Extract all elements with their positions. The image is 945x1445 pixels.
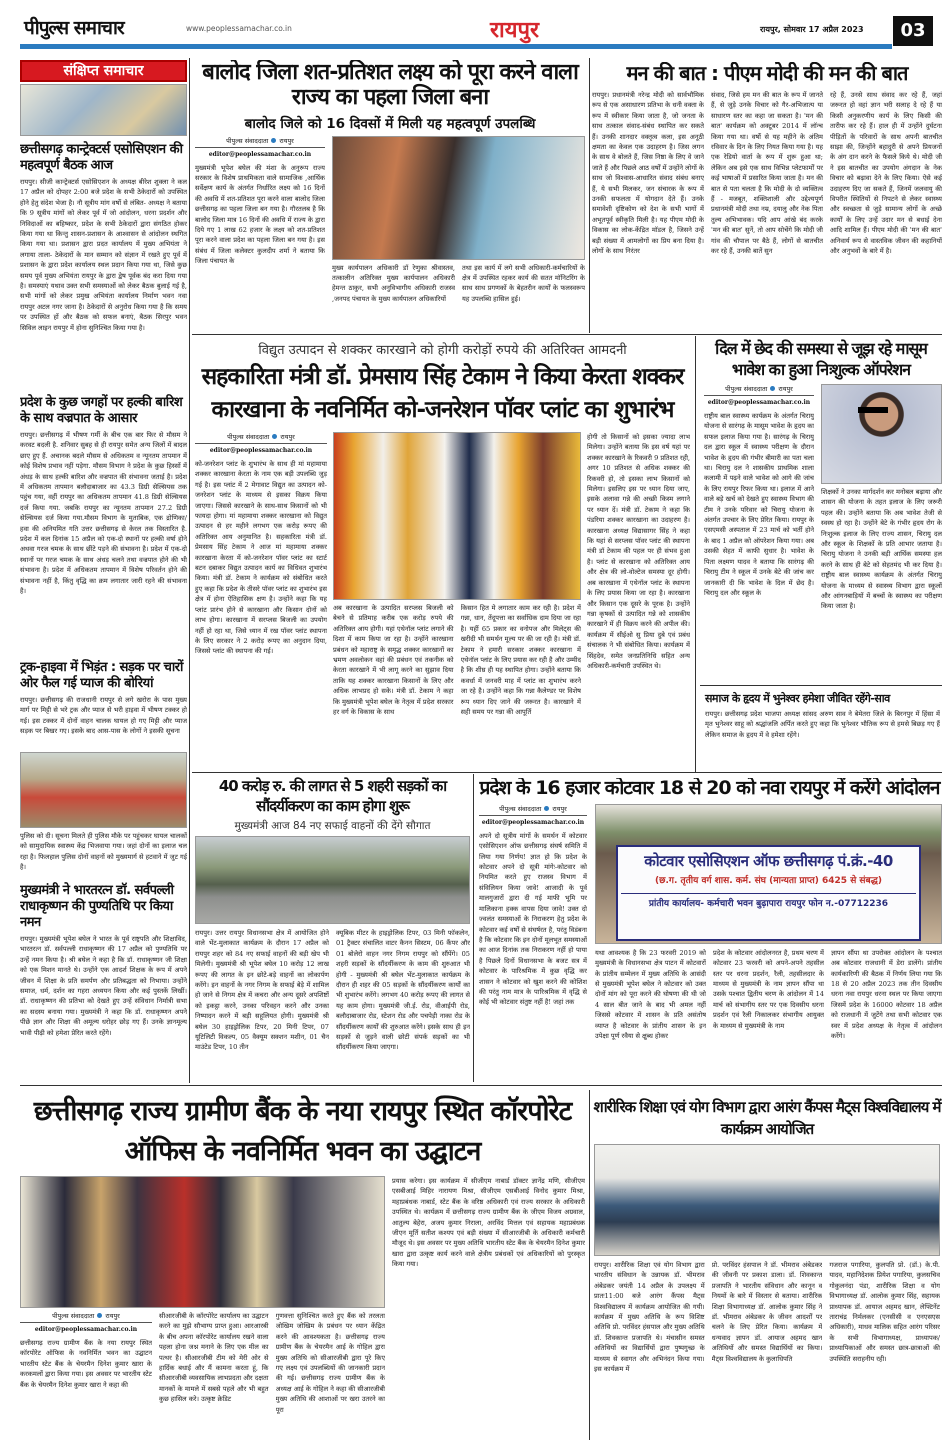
balod-body: मुख्य कार्यपालन अधिकारी डॉ रेणुका श्रीवास्तव, तत्कालीन अतिरिक्त मुख्य कार्यपालन अधिकारी हेमन्त ठाकुर, सभी अनुविभागीय अधिकारी राजस्व ,जनपद पंचायत के मुख्य कार्यपालन अधिकारियों xyxy=(332,263,455,303)
column-divider xyxy=(473,774,474,1082)
yoga-col: प्रो. परविंदर हंसपाल ने डॉ. भीमराव अंबेडकर की जीवनी पर प्रकाश डाला। डॉ. शिवकान्त प्रजापति ने भारतीय संविधान और कानून व नियमों के बारे में विस्तार से बताया। शारीरिक शिक्षा विभागाध्यक्ष डॉ. आलोक कुमार सिंह ने डॉ. भीमराव अंबेडकर के जीवन आदर्शों पर चलने के लिए प्रेरित किया। कार्यक्रम में धन्यवाद ज्ञापन डॉ. आयाज अहमद खान अतिथियों और समस्त विद्यार्थियों का किया। मैट्स विश्वविद्यालय के कुलाधिपति xyxy=(711,1261,823,1363)
column-divider xyxy=(589,1090,590,1440)
editor-email[interactable]: editor@peoplessamachar.co.in xyxy=(208,150,312,158)
mann-col: संवाद, जिसे हम मन की बात के रूप में जानते हैं, से जुड़े उनके विचार को गैर-अभिजात्य या साधारण स्तर का कहा जा सकता है। 'मन की बात' कार्यक्रम को अक्टूबर 2014 में लॉन्च किया गया था। वर्षो से यह महीने के अंतिम रविवार के दिन के लिए नियत किया गया है। यह एक रेडियो वार्ता के रूप में शुरू हुआ था; लेकिन अब इसे एक साथ विभिन्न प्लेटफार्मों पर कई भाषाओं में प्रसारित किया जाता है। मन की बात से पता चलता है कि मोदी के दो व्यक्तित्व हैं - मजबूत, शक्तिशाली और उद्देश्यपूर्ण प्रधानमंत्री मोदी तथा नम्र, दयालु और नेक पिता तुल्य अभिभावक। यदि आप आंखे बंद करके 'मन की बात' सुनें, तो आप सोचेंगे कि मोदी जी गांव की चौपाल पर बैठे हैं, लोगों से बातचीत कर रहे हैं, उनकी बातें सुन xyxy=(711,91,823,256)
editor-email[interactable]: editor@peoplessamachar.co.in xyxy=(209,447,313,454)
bank-headline: छत्तीसगढ़ राज्य ग्रामीण बैंक के नया रायपुर स्थित कॉरपोरेट ऑफिस के नवनिर्मित भवन का उद्घाटन xyxy=(33,1096,572,1167)
sugar-col: अब कारखाना के उत्पादित सरप्लस बिजली को बेचने से प्रतिमाह करीब एक करोड़ रुपये की अतिरिक्त आय होगी। यहां एथेनॉल प्लांट लगाने की दिशा में काम किया जा रहा है। उन्होंने कारखाना प्रबंधन को महाराष्ट्र के समृद्ध शक्कर कारखानों का भ्रमण अवलोकन वहां की प्रबंधन एवं तकनीक को केरता कारखाने में भी लागू करने का सुझाव दिया ताकि यह शक्कर कारखाना किसानों के लिए और अधिक लाभप्रद हो सके। मंत्री डॉ. टेकाम ने कहा कि मुख्यमंत्री भूपेश बघेल के नेतृत्व में प्रदेश सरकार हर वर्ग के विकास के साथ xyxy=(333,604,454,717)
reporter: पीपुल्स संवाददाता xyxy=(227,433,270,441)
eye-blur-bar xyxy=(858,407,888,413)
sugar-article xyxy=(195,340,690,770)
header-rule xyxy=(20,44,892,49)
roads-col: रायपुर। उत्तर रायपुर विधानसभा क्षेत्र में आयोजित होने वाले भेंट-मुलाकात कार्यक्रम के दौरान 17 अप्रैल को रायपुर शहर को 84 नए सफाई वाहनों की बड़ी खेप भी मिलेगी। मुख्यमंत्री श्री भूपेश बघेल 10 करोड़ 12 लाख रूपए की लागत के इन छोटे-बड़े वाहनों का लोकार्पण करेंगे। इन वाहनों के नगर निगम के सफाई बेड़े में शामिल हो जाने से निगम क्षेत्र में कचरा और अन्य दूसरे अपशिष्टों को इकट्ठा करने, उनका परिवहन करने और उनका निष्पादन करने में बड़ी सहूलियत होगी। मुख्यमंत्री श्री बघेल 30 हाइड्रोलिक टिपर, 20 मिनी टिपर, 07 यूटिलिटी विकल्प, 05 वैक्यूम सक्शन मशीन, 01 चैन माउंटेड टिपर, 10 तीन xyxy=(195,929,329,1052)
heart-body: राष्ट्रीय बाल स्वास्थ्य कार्यक्रम के अंतर्गत चिरायु योजना से सारंगढ़ के मासूम भावेश के हृदय का सफल इलाज किया गया है। सारंगढ़ के चिरायु दल द्वारा स्कूल में स्वास्थ्य परीक्षण के दौरान भावेश के हृदय की गंभीर बीमारी का पता चला था। चिरायु दल ने शासकीय प्राथमिक शाला कलामी में पढ़ने वाले भावेश को आगे की जांच के लिए रायपुर रिफर किया था। इलाज में आने वाले बड़े खर्च को देखते हुए स्वास्थ्य विभाग की टीम ने उनके परिवार को चिरायु योजना के अंतर्गत उपचार के लिए प्रेरित किया। रायपुर के एसएमसी अस्पताल में 23 मार्च को भर्ती होने के बाद 1 अप्रैल को ऑपरेशन किया गया। अब उसकी सेहत में काफी सुधार है। भावेश के पिता लक्ष्मण यादव ने बताया कि सारंगढ़ की चिरायु टीम ने स्कूल में उनके बेटे की जांच कर जानकारी दी कि भावेश के दिल में छेद है। चिरायु दल और स्कूल के xyxy=(704,412,814,597)
accident-photo xyxy=(20,752,187,828)
roads-subhead: मुख्यमंत्री आज 84 नए सफाई वाहनों की देंगे सौगात xyxy=(234,820,431,832)
brief-title: मुख्यमंत्री ने भारतरत्न डॉ. सर्वपल्ली राधाकृष्णन की पुण्यतिथि पर किया नमन xyxy=(20,883,174,930)
sugar-col: को-जनरेशन प्लांट के शुभारंभ के साथ ही मां महामाया शक्कर कारखाना केरता के नाम एक बड़ी उपलब्धि जुड़ गई है। इस प्लांट में 2 मेगावाट विद्युत का उत्पादन को-जनरेशन प्लांट के माध्यम से इसका विक्रय किया जाएगा। जिससे कारखाने के साथ-साथ किसानों को भी फायदा होगा। मां महामाया शक्कर कारखाना को विद्युत उत्पादन से हर महीने लगभग एक करोड़ रूपए की अतिरिक्त आय अनुमानित है। सहकारिता मंत्री डॉ. प्रेमसाय सिंह टेकाम ने आज मां महामाया शक्कर कारखाना केरता में को-जनरेशन पॉवर प्लांट का स्टार्ट बटन दबाकर विद्युत उत्पादन कार्य का विधिवत शुभारंभ किया। मंत्री डॉ. टेकाम ने कार्यक्रम को संबोधित करते हुए कहा कि प्रदेश के तीसरे पॉवर प्लांट का शुभारंभ इस क्षेत्र में होना ऐतिहासिक क्षण है। उन्होंने कहा कि यह प्लांट प्रारंभ होने से कारखाना और किसान दोनों को लाभ होगा। कारखाना में सरप्लस बिजली का उपयोग नहीं हो रहा था, जिसे ध्यान में रख पॉवर प्लांट स्थापना के लिए सरकार ने 2 करोड़ रूपए का अनुदान दिया, जिससे प्लांट की स्थापना की गई। xyxy=(195,460,327,656)
saav-article xyxy=(700,685,942,770)
column-divider xyxy=(189,58,190,1083)
balod-subhead: बालोद जिले को 16 दिवसों में मिली यह महत्वपूर्ण उपलब्धि xyxy=(244,115,536,132)
website-url[interactable]: www.peoplessamachar.co.in xyxy=(186,24,292,33)
heart-headline: दिल में छेद की समस्या से जूझ रहे मासूम भावेश का हुआ निःशुल्क ऑपरेशन xyxy=(715,339,927,379)
sugar-kicker: विद्युत उत्पादन से शक्कर कारखाने को होगी करोड़ों रुपये की अतिरिक्त आमदनी xyxy=(258,343,627,358)
section-divider xyxy=(192,772,942,773)
kotwar-col: प्रदेश के कोटवार आंदोलनरत है, प्रथम चरण में कोटवार 23 फरवरी को अपने-अपने तहसील स्तर पर धरना प्रदर्शन, रैली, तहसीलदार के माध्यम से मुख्यमंत्री के नाम ज्ञापन सौंपा था उसके पश्चात द्वितीय चरण के आंदोलन में 14 मार्च को संभागीय स्तर पर एक दिवसीय धरना प्रदर्शन एवं रैली निकालकर संभागीय आयुक्त के माध्यम से मुख्यमंत्री के नाम xyxy=(713,948,824,1030)
section-divider xyxy=(192,334,942,335)
column-divider xyxy=(589,58,590,333)
balod-byline xyxy=(195,136,325,158)
yoga-col: रायपुर। शारीरिक शिक्षा एवं योग विभाग द्वारा भारतीय संविधान के उन्नायक डॉ. भीमराव अंबेडकर जयंती 14 अप्रैल के उपलक्ष्य में प्रातः11:00 बजे आरंग कैंपस मैट्स विश्वविद्यालय में कार्यक्रम आयोजित की गयी। कार्यक्रम में मुख्य अतिथि के रूप विशिष्ट अतिथि प्रो. परविंदर हंसपाल और मुख्य अतिथि डॉ. शिवकान्त प्रजापति थे। मंचासीन समस्त अतिथियों का विद्यार्थियों द्वारा पुष्पगुच्छ के माध्यम से स्वागत और अभिनंदन किया गया। इस कार्यक्रम में xyxy=(594,1261,705,1374)
yoga-article xyxy=(592,1096,942,1440)
kotwar-protest-photo xyxy=(595,804,942,944)
balod-body: मुख्यमंत्री भूपेश बघेल की मंशा के अनुरूप राज्य सरकार के विशेष प्राथमिकता वाले सामाजिक ,आर्थिक सर्वेक्षण कार्य के अंतर्गत निर्धारित लक्ष्य को 16 दिनों की अवधि में शत-प्रतिशत पूरा करने वाला बालोद जिला छत्तीसगढ़ का पहला जिला बन गया है। गौरतलब है कि बालोद जिला मात्र 16 दिनों की अवधि में राज्य के द्वारा दिये गए 1 लाख 62 हजार के लक्ष्य को शत-प्रतिशत पूरा करने वाला प्रदेश का पहला जिला बन गया है। इस संबंध में जिला कलेक्टर कुलदीप शर्मा ने बताया कि जिला पंचायत के xyxy=(195,163,325,266)
reporter: पीपुल्स संवाददाता xyxy=(226,136,269,145)
editor-email[interactable]: editor@peoplessamachar.co.in xyxy=(34,1326,138,1333)
dot-icon xyxy=(97,1313,102,1318)
roads-headline: 40 करोड़ रु. की लागत से 5 शहरी सड़कों का सौंदर्यीकरण का काम होगा शुरू xyxy=(218,777,447,815)
yoga-event-photo xyxy=(594,1144,940,1256)
dot-icon xyxy=(544,806,549,811)
sugar-col: किसान हित मे लगातार काम कर रही है। प्रदेश में गन्ना, धान, तेंदूपत्ता का सर्वाधिक दाम दिया जा रहा है। यहीं 65 प्रकार का वनोपज और मिलेट्स की खरीदी भी समर्थन मूल्य पर की जा रही है। मंत्री डॉ. टेकाम ने हमारी सरकार शक्कर कारखाना में एथेनॉल प्लांट के लिए प्रयास कर रही है और उम्मीद है कि शीघ्र ही यह स्थापित होगा। उन्होंने बताया कि कवर्धा में जनवरी माह में प्लांट का शुभारंभ करने जा रहे है। उन्होंने कहा कि गन्ना कैलेण्डर पर विशेष रूप ध्यान दिए जाने की जरूरत है। कारखाने में सही समय पर गन्ना की आपूर्ति xyxy=(460,604,581,717)
brief-title: ट्रक-हाइवा में भिड़ंत : सड़क पर चारों ओर फैल गई प्याज की बोरियां xyxy=(20,660,183,691)
reporter: पीपुल्स संवाददाता xyxy=(52,1312,95,1320)
saav-headline: समाज के हृदय में भुनेश्वर हमेशा जीवित रहेंगे-साव xyxy=(705,692,890,705)
issue-date: रायपुर, सोमवार 17 अप्रैल 2023 xyxy=(760,25,864,34)
kotwar-col: अपने दो सूत्रीय मांगों के समर्थन में कोटवार एसोसिएशन ऑफ छत्तीसगढ़ संघर्ष समिति में लिया गया निर्णय! ज्ञात हो कि प्रदेश के कोटवार अपने दो सूत्री मांगेः-कोटवार को नियमित करते हुए राजस्व विभाग में संविलियन किया जावे! आजादी के पूर्व मालगुजारों द्वारा दी गई माफी भूमि पर मालिकाना हक्क वापस दिया जावे! उक्त दो ज्वलंत समस्याओं के निराकरण हेतु प्रदेश के कोटवार कई वर्षों से संघर्षरत है, परंतु विडंबना है कि कोटवार कि इन दोनों मूलभूत समस्याओं का आज दिनांक तक निराकरण नहीं हो पाया है पिछले दिनों विधानसभा के बजट सत्र में कोटवार के पारिश्रमिक में कुछ वृद्धि कर शासन ने कोटवार को खुश करने की कोशिश की परंतु नाम मात्र के पारिश्रमिक में वृद्धि से कोई भी कोटवार संतुष्ट नहीं है! जहां तक xyxy=(479,831,587,1007)
edition-city: रायपुर xyxy=(490,18,539,43)
banner-line-2: (छ.ग. तृतीय वर्ग शास. कर्म. संघ (मान्यता प्राप्त) 6425 से संबद्ध) xyxy=(655,875,882,886)
brief-body: रायपुर। छत्तीसगढ़ में भीषण गर्मी के बीच एक बार फिर से मौसम ने करवट बदली है. शनिवार सुबह से ही रायपुर समेत अन्य जिलों में बादल छाए हुए हैं. अचानक बदले मौसम से अधिकतम व न्यूनतम तापमान में कोई विशेष प्रभाव नहीं पड़ेगा. मौसम विभाग ने प्रदेश के कुछ हिस्सों में अंधड़ के साथ हल्की बारिश और वज्रपात की संभावना जताई है। प्रदेश में अधिकतम तापमान बलौदाबाजार का 43.3 डिग्री सेल्सियस तक पहुंच गया, वहीं रायपुर का अधिकतम तापमान 41.8 डिग्री सेल्सियस दर्ज किया गया. जबकि रायपुर का न्यूनतम तापमान 27.2 डिग्री सेल्सियस दर्ज किया गया.मौसम विभाग के मुताबिक, एक द्रोणिका/ हवा की अनियमित गति उत्तर छत्तीसगढ़ से केरल तक विस्तारित है. प्रदेश में कल दिनांक 15 अप्रैल को एक-दो स्थानों पर हल्की वर्षा होने अथवा गरज चमक के साथ छींटे पड़ने की संभावना है। प्रदेश में एक-दो स्थानों पर गरज चमक के साथ अंधड़ चलने तथा वज्रपात होने की भी संभावना है। प्रदेश में अधिकतम तापमान में विशेष परिवर्तन होने की संभावना नहीं है, किंतु वृद्धि का क्रम लगातार जारी रहने की संभावना है। xyxy=(20,431,187,596)
brief-body: रायपुर। सीजी कान्ट्रेक्टर्स एसोसिएशन के अध्यक्ष बीरेश शुक्ला ने कल 17 अप्रैल को दोपहर 2:00 बजे प्रदेश के सभी ठेकेदारों को उपस्थित होने हेतु संदेश भेजा है। नौ सूत्रीय मांग वर्षो से लंबित- अध्यक्ष ने बताया कि 9 सूत्रीय मांगों को लेकर पूर्व में जो आंदोलन, धरना प्रदर्शन और निविदाओं का बहिष्कार, प्रदेश के सभी ठेकेदारों द्वारा संगठित होकर किया गया था किन्तु शासन-प्रशासन के आश्वासन से आंदोलन स्थगित किया गया था। प्रशासन द्वारा प्रदत कार्यालय में मुख्य अभियंता ने लगाया ताला- ठेकेदारों के मान सम्मान को संज्ञान में रखते हुए पूर्व में प्रशासन के द्वारा प्रदेश कार्यालय स्थल प्रदान किया गया था, जिसे कुछ समय पूर्व मुख्य अभियंता रायपुर के द्वारा द्वेष पूर्वक बंद करा दिया गया है। समस्याएं यथाव उक्त सभी समस्याओं को लेकर बैठक बुलाई गई है, सभी मांगों को लेकर प्रमुख अभियंता कार्यालय निर्माण भवन नवा रायपुर अटल नगर जाना है। ठेकेदारों से अनुरोध किया गया है कि समय पर उपस्थित हों और बैठक को सफल बनाएं, बैठक सिरपुर भवन सिविल लाइन रायपुर में होना सुनिश्चित किया गया है। xyxy=(20,178,187,332)
kotwar-article xyxy=(477,778,942,1081)
mann-headline: मन की बात : पीएम मोदी की मन की बात xyxy=(626,62,908,85)
brief-title: छत्तीसगढ़ कान्ट्रेक्टर्स एसोसिएशन की महत्वपूर्ण बैठक आज xyxy=(20,142,183,173)
byline-city: रायपुर xyxy=(552,804,567,813)
kotwar-col: यथा आवश्यक है कि 23 फरवरी 2019 को मुख्यमंत्री के विधानसभा क्षेत्र पाटन में कोटवारों के प्रांतीय सम्मेलन में मुख्य अतिथि के आसंदी से मुख्यमंत्री भूपेश बघेल ने कोटवार को उक्त दोनों मांग को पूरा करने की घोषणा की थी जो 4 साल बीत जाने के बाद भी अमल नहीं जिससे कोटवार में शासन के प्रति असंतोष व्याप्त है कोटवार के प्रांतीय शासन के इन उपेक्षा पूर्ण रवैया से क्षुब्ध होकर xyxy=(595,948,706,1041)
editor-email[interactable]: editor@peoplessamachar.co.in xyxy=(481,818,585,826)
column-divider xyxy=(695,336,696,772)
bank-col: छत्तीसगढ़ राज्य ग्रामीण बैंक के नया रायपुर स्थित कॉरपोरेट ऑफिस के नवनिर्मित भवन का उद्घाटन भारतीय स्टेट बैंक के चेयरमैन दिनेश कुमार खारा के करकमलों द्वारा किया गया। इस अवसर पर भारतीय स्टेट बैंक के चेयरमैन दिनेश कुमार खारा ने कहा की xyxy=(20,1339,152,1389)
balod-headline: बालोद जिला शत-प्रतिशत लक्ष्य को पूरा करने वाला राज्य का पहला जिला बना xyxy=(202,60,578,111)
balod-body: तथा इस कार्य में लगे सभी अधिकारी-कर्मचारियों के क्षेत्र में उपस्थित रहकर कार्य की सतत मॉनिटरिंग के साथ साथ प्रगणकों के बेहतरीन कार्यों के फलस्वरूप यह उपलब्धि हासिल हुई। xyxy=(462,263,585,303)
heart-article xyxy=(700,338,942,682)
kotwar-col: ज्ञापन सौंपा था उपरोक्त आंदोलन के पश्चात अब कोटवार राजधानी में डेरा डालेंगे। प्रांतीय कार्यकारिणी की बैठक में निर्णय लिया गया कि 18 से 20 अप्रैल 2023 तक तीन दिवसीय धरना नवा रायपुर धरना स्थल पर किया जाएगा जिसमें प्रदेश के 16000 कोटवार 18 अप्रैल को राजधानी में जुटेंगे तथा सभी कोटवार एक स्वर में प्रदेश अध्यक्ष के नेतृत्व में आंदोलन करेंगे। xyxy=(831,948,942,1041)
byline-city: रायपुर xyxy=(279,136,294,145)
plant-inauguration-photo xyxy=(333,432,581,600)
yoga-col: गजराज पगारिया, कुलपति प्रो. (डॉ.) के.पी. यादव, महानिदेशक प्रियेश पगारिया, कुलसचिव गोकुलनंदा पंडा, शारीरिक शिक्षा व योग विभागाध्यक्ष डॉ. आलोक कुमार सिंह, सहायक प्राध्यापक डॉ. आयाज अहमद खान, लेफ्टिनेंट ताराचंद्र निर्मलकर (एनसीसी व एनएसएस अधिकारी), माधव मालिक सहित आरंग परिसर के सभी विभागाध्यक्ष, प्राध्यापक/ प्राध्यापिकाओं और समस्त छात्र-छात्राओं की उपस्थिति सराहनीय रही। xyxy=(829,1261,941,1363)
brief-body: रायपुर। मुख्यमंत्री भूपेश बघेल ने भारत के पूर्व राष्ट्रपति और शिक्षाविद, भारतरत्न डॉ. सर्वपल्ली राधाकृष्णन की 17 अप्रैल को पुण्यतिथि पर उन्हें नमन किया है। श्री बघेल ने कहा है कि डॉ. राधाकृष्णन जी शिक्षा को एक मिशन मानते थे। उन्होंने एक आदर्श शिक्षक के रूप में अपने जीवन में शिक्षा के प्रति समर्पण और प्रतिबद्धता को निभाया। उन्होंने समाज, धर्म, दर्शन का गहरा अध्ययन किया और कई पुस्तकें लिखीं। डॉ. राधाकृष्णन की प्रतिभा को देखते हुए उन्हें संविधान निर्मात्री सभा का सदस्य बनाया गया। मुख्यमंत्री ने कहा कि डॉ. राधाकृष्णन अपने पीछे ज्ञान और शिक्षा की अमूल्य धरोहर छोड़ गए हैं। उनके ज्ञानमूल्य भावी पीढ़ी को हमेशा प्रेरित करते रहेंगे। xyxy=(20,935,187,1037)
masthead: पीपुल्स समाचार xyxy=(24,17,124,39)
yoga-headline: शारीरिक शिक्षा एवं योग विभाग द्वारा आरंग कैंपस मैट्स विश्वविद्यालय में कार्यक्रम आयोजित xyxy=(593,1098,941,1138)
byline-city: रायपुर xyxy=(280,433,295,441)
brief-column xyxy=(20,60,187,1082)
mann-col: रायपुर। प्रधानमंत्री नरेन्द्र मोदी को सार्वभौमिक रूप से एक असाधारण प्रतिभा के धनी वक्ता के रूप में स्वीकार किया जाता है, जो जनता के साथ तत्काल संवाद-संबंध स्थापित कर सकते हैं। उनकी शानदार वक्तृत्व कला, इस अनूठी क्षमता का केवल एक उदाहरण है। जिस लगन के साथ वे बोलते हैं, जिस निष्ठा के लिए वे जाने जाते हैं और पिछले आठ वर्षों में उन्होंने लोगों के साथ जो विश्वास-आधारित संवाद संबंध बनाए हैं, ये सभी मिलकर, जन संचारक के रूप में उनकी सफलता में योगदान देते हैं। उनके समावेशी दृष्टिकोण को देश के सभी भागों में अभूतपूर्व स्वीकृति मिली है। यह पीएम मोदी के विकास का लोक-केंद्रित मॉडल है, जिसने उन्हें बड़ी संख्या में आमलोगों का प्रिय बना दिया है। लोगों के साथ निरंतर xyxy=(592,91,704,256)
brief-body: पुलिस को दी। सूचना मिलते ही पुलिस मौके पर पहुंचकर घायल चालकों को सामुदायिक स्वास्थ्य केंद्र भिजवाया गया। जहां दोनों का इलाज चल रहा है। फिलहाल पुलिस दोनों वाहनों को मुख्यमार्ग से हटवाने में जुट गई है। xyxy=(20,832,187,872)
child-photo xyxy=(821,384,942,484)
sugar-byline xyxy=(195,432,327,454)
editor-email[interactable]: editor@peoplessamachar.co.in xyxy=(707,399,811,406)
association-photo xyxy=(20,84,187,136)
bank-byline xyxy=(20,1311,152,1333)
bank-col: गुणवत्ता सुनिश्चित करते हुए बैंक को तरलता जोखिम जोखिम के प्रबंधन पर ध्यान केंद्रित करने की आवश्यकता है। छत्तीसगढ़ राज्य ग्रामीण बैंक के चेयरमैन आई के गोहिल द्वारा मुख्य अतिथि को सीआरजीबी द्वारा पूरे किए गए लक्ष्य एवं उपलब्धियों की जानकारी प्रदान की गई। छत्तीसगढ़ राज्य ग्रामीण बैंक के अध्यक्ष आई के गोहिल ने कहा की सीआरजीबी मुख्य अतिथि की आशाओं पर खरा उतरने का पूरा xyxy=(275,1312,385,1414)
bank-col: प्रयास करेगा। इस कार्यक्रम में सीजीएम नाबार्ड डॉक्टर ज्ञानेंद्र मणि, सीजीएम एसबीआई मिहिर नारायण मिश्रा, सीजीएम एसबीआई विनोद कुमार मिश्रा, महाप्रबंधक नाबार्ड, स्टेट बैंक के वरिष्ठ अधिकारी एवं राज्य सरकार के अधिकारी उपस्थित थे। कार्यक्रम में छत्तीसगढ़ राज्य ग्रामीण बैंक के जीएम विजय अग्रवाल, आतुल्य बेहेरा, अजय कुमार निराला, अरविंद मित्तल एवं सहायक महाप्रबंधक जीएन मूर्ति सतीश कश्यप एवं बड़ी संख्या में सीआरजीबी के अधिकारी कर्मचारी मौजूद थे। इस अवसर पर मुख्य अतिथि भारतीय स्टेट बैंक के चेयरमैन दिनेश कुमार खारा द्वारा उत्कृष्ट कार्य करने वाले क्षेत्रीय प्रबंधकों एवं अधिकारियों को पुरस्कृत किया गया। xyxy=(392,1177,585,1269)
roads-photo xyxy=(195,836,470,924)
bank-article xyxy=(20,1092,585,1440)
saav-body: रायपुर। छत्तीसगढ़ प्रदेश भाजपा अध्यक्ष सांसद अरुण साव ने बेमेतरा जिले के बिरनपुर में हिंसा में मृत भुनेश्वर साहू को श्रद्धांजलि अर्पित करते हुए कहा कि भुनेश्वर भौतिक रूप से हमसे बिछड़ गए हैं लेकिन समाज के हृदय में वे हमेशा रहेंगे। xyxy=(705,710,940,739)
heart-byline xyxy=(704,384,814,406)
banner-line-1: कोटवार एसोसिएशन ऑफ छत्तीसगढ़ पं.क्रं.-40 xyxy=(644,851,893,870)
protest-banner xyxy=(616,845,921,941)
mann-col: रहे हैं, उनसे साथ संवाद कर रहे हैं, जहां जरूरत हो वहां ज्ञान भरी सलाह दे रहे हैं या किसी अनुकरणीय कार्य के लिए किसी की तारीफ कर रहे हैं। हाल ही में उन्होंने दुर्घटना पीड़ितों के परिवारों के साथ अपनी बातचीत साझा की, जिन्होंने बहादुरी से अपने प्रियजनों के अंग दान करने के फैसले किये थे। मोदी जी ने इस बातचीत का उपयोग अंगदान के नेक विचार को बढ़ावा देने के लिए किया। ऐसे कई उदाहरण दिए जा सकते हैं, जिनमें जलवायु की विपरीत स्थितियों से निपटने से लेकर स्वास्थ्य और स्वच्छता से जुड़े सामान्य लोगों के अच्छे कार्यों के लिए उन्हें उदार मन से बधाई देना आदि शामिल हैं। पीएम मोदी की 'मन की बात' अनिवार्य रूप से वास्तविक जीवन की कहानियों और अनुभवों के बारे में है। xyxy=(830,91,942,256)
survey-photo xyxy=(332,136,585,260)
reporter: पीपुल्स संवाददाता xyxy=(725,385,768,393)
kotwar-byline xyxy=(479,804,587,826)
brief-banner: संक्षिप्त समाचार xyxy=(20,60,187,82)
sugar-headline: सहकारिता मंत्री डॉ. प्रेमसाय सिंह टेकाम ने किया केरता शक्कर कारखाना के नवनिर्मित को-जनरेशन पॉवर प्लांट का शुभारंभ xyxy=(201,364,684,423)
sugar-col: होगी तो किसानों को इसका ज्यादा लाभ मिलेगा। उन्होंने बताया कि इस वर्ष यहां पर शक्कर कारखाने के रिकवरी 9 प्रतिशत रही, अगर 10 प्रतिशत से अधिक शक्कर की रिकवरी हो, तो इसका लाभ किसानों को मिलेगा। इसलिए इस पर ध्यान दिया जाए, इसके अलावा गन्ने की अच्छी किस्म लगाने पर ध्यान दें। मंत्री डॉ. टेकाम ने कहा कि पंडरिया शक्कर कारखाना का उदाहरण है। कारखाना अध्यक्ष विद्यासागर सिंह ने कहा कि यहां से सरप्लस पॉवर प्लांट की स्थापना मंत्री डॉ टेकाम की पहल पर ही संभव हुआ है। प्लांट से कारखाना को अतिरिक्त आय और क्षेत्र की लो-वोल्टेज समस्या दूर होगी। अब कारखाना में एथेनॉल प्लांट के स्थापना के लिए प्रयास किया जा रहा है। कारखाना और किसान एक दूसरे के पूरक है। उन्होंने गन्ना कृषकों से उत्पादित गन्ने को शासकीय कारखाने में ही विक्रय करने की अपील की। कार्यक्रम में सीईओ सु प्रिया दुबे एवं प्रबंध संचालक ने भी संबोधित किया। कार्यक्रम में सिंहदेव, समेत जनप्रतिनिधि सहित अन्य अधिकारी-कर्मचारी उपस्थित थे। xyxy=(587,433,690,670)
reporter: पीपुल्स संवाददाता xyxy=(499,804,542,813)
brief-title: प्रदेश के कुछ जगहों पर हल्की बारिश के साथ वज्रपात के आसार xyxy=(20,395,183,426)
mann-article xyxy=(592,62,942,332)
byline-city: रायपुर xyxy=(778,385,793,393)
byline-city: रायपुर xyxy=(105,1312,120,1320)
kotwar-headline: प्रदेश के 16 हजार कोटवार 18 से 20 को नवा रायपुर में करेंगे आंदोलन xyxy=(479,778,940,799)
brief-body: रायपुर। छत्तीसगढ़ की राजधानी रायपुर से लगे खरोरा के पास मुख्य मार्ग पर मिट्टी से भरे ट्रक और प्याज से भरी हाइवा में भीषण टक्कर हो गई। इस टक्कर में दोनों वाहन चालक घायल हो गए मिट्टी और प्याज सड़क पर बिखर गए। इसके बाद आस-पास के लोगों ने इसकी सूचना xyxy=(20,696,187,736)
bank-col: सीआरजीबी के कॉरपोरेट कार्यालय का उद्घाटन करने का मुझे सौभाग्य प्राप्त हुआ। आरआरबी के बीच अपना कॉरपोरेट कार्यालय रखने वाला पहला होना जश्न मनाने के लिए एक मील का पत्थर है। सीआरजीबी टीम को मेरी ओर से हार्दिक बधाई और मैं कामना करता हूं, कि सीआरजीबी व्यवसायिक लाभप्रदता और दक्षता मानकों के मामले में सबसे पहले और भी बहुत कुछ हासिल करे। उत्कृष्ट क्रेडिट xyxy=(159,1312,269,1404)
roads-col: क्यूबिक मीटर के हाइड्रोलिक टिपर, 03 मिनी फॉकलेन, 01 ट्रैक्टर संचालित वाटर कैनन सिस्टम, 06 कैंपर और 01 बोलेरो वाहन नगर निगम रायपुर को सौंपेंगे। 05 शहरी सड़कों के सौंदर्यीकरण के काम की शुरुआत भी होगी - मुख्यमंत्री श्री बघेल भेंट-मुलाकात कार्यक्रम के दौरान ही शहर की 05 सड़कों के सौंदर्यीकरण कार्यों का भी शुभारंभ करेंगे। लगभग 40 करोड़ रूपए की लागत से यह काम होगा। मुख्यमंत्री जी.ई. रोड, वीआईपी रोड, बलौदाबाजार रोड, स्टेशन रोड और पचपेड़ी नाका रोड के सौंदर्यीकरण कार्यों की शुरुआत करेंगे। इसके साथ ही इन सड़कों से जुड़ने वाली छोटी संपर्क सड़कों का भी सौंदर्यीकरण किया जाएगा। xyxy=(336,929,470,1052)
dot-icon xyxy=(272,434,277,439)
dot-icon xyxy=(271,138,276,143)
bank-inauguration-photo xyxy=(20,1176,385,1308)
banner-line-3: प्रांतीय कार्यालय- कर्मचारी भवन बुढ़ापारा रायपुर फोन न.-07712236 xyxy=(621,893,916,910)
balod-article xyxy=(195,60,585,332)
dot-icon xyxy=(770,386,775,391)
roads-article xyxy=(195,776,470,1081)
page-number: 03 xyxy=(893,16,933,46)
heart-body: शिक्षकों ने उनका मार्गदर्शन कर मनोबल बढ़ाया और शासन की योजना के तहत इलाज के लिए जरूरी पहल की। उन्होंने बताया कि अब भावेश तेजी से स्वस्थ हो रहा है। उन्होंने बेटे के गंभीर हृदय रोग के निःशुल्क इलाज के लिए राज्य शासन, चिरायु दल और स्कूल के शिक्षकों के प्रति आभार जताया है। चिरायु योजना ने उनकी बड़ी आर्थिक समस्या हल करने के साथ ही बेटे को सेहतमंद भी कर दिया है। राष्ट्रीय बाल स्वास्थ्य कार्यक्रम के अंतर्गत चिरायु योजना के माध्यम से स्वास्थ्य विभाग द्वारा स्कूलों और आंगनबाड़ियों में बच्चों के स्वास्थ्य का परीक्षण किया जाता है। xyxy=(821,488,942,611)
section-divider xyxy=(20,1085,942,1086)
